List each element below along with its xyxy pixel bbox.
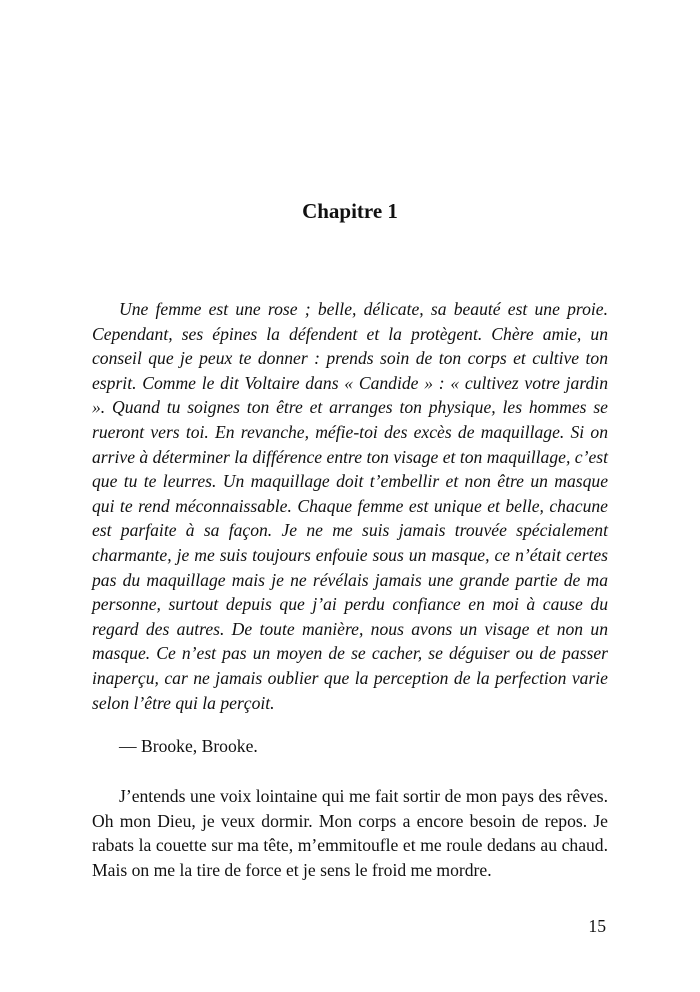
epigraph-paragraph: Une femme est une rose ; belle, délicate, sa beauté est une proie. Cependant, ses épines la défendent et la protègent. Chère amie, un conseil que je peux te donner : prends soin de ton corps et cultive ton esprit. Comme le dit Voltaire dans « Candide » : « cultivez votre jardin ». Quand tu soignes ton être et arranges ton physique, les hommes se rueront vers toi. En revanche, méfie-toi des excès de maquillage. Si on arrive à déterminer la différence entre ton visage et ton maquillage, c’est que tu te leurres. Un maquillage doit t’embellir et non être un masque qui te rend méconnaissable. Chaque femme est unique et belle, chacune est parfaite à sa façon. Je ne me suis jamais trouvée spécialement charmante, je me suis toujours enfouie sous un masque, ce n’était certes pas du maquillage mais je ne révélais jamais une grande partie de ma personne, surtout depuis que j’ai perdu confiance en moi à cause du regard des autres. De toute manière, nous avons un visage et non un masque. Ce n’est pas un moyen de se cacher, se déguiser ou de passer inaperçu, car ne jamais oublier que la perception de la perfection varie selon l’être qui la perçoit. [92,299,608,713]
dialogue-line: — Brooke, Brooke. [119,736,258,756]
page-number: 15 [588,916,606,936]
chapter-title: Chapitre 1 [302,199,398,223]
narration-paragraph: J’entends une voix lointaine qui me fait sortir de mon pays des rêves. Oh mon Dieu, je veux dormir. Mon corps a encore besoin de repos. Je rabats la couette sur ma tête, m’emmitoufle et me roule dedans au chaud. Mais on me la tire de force et je sens le froid me mordre. [92,786,608,880]
